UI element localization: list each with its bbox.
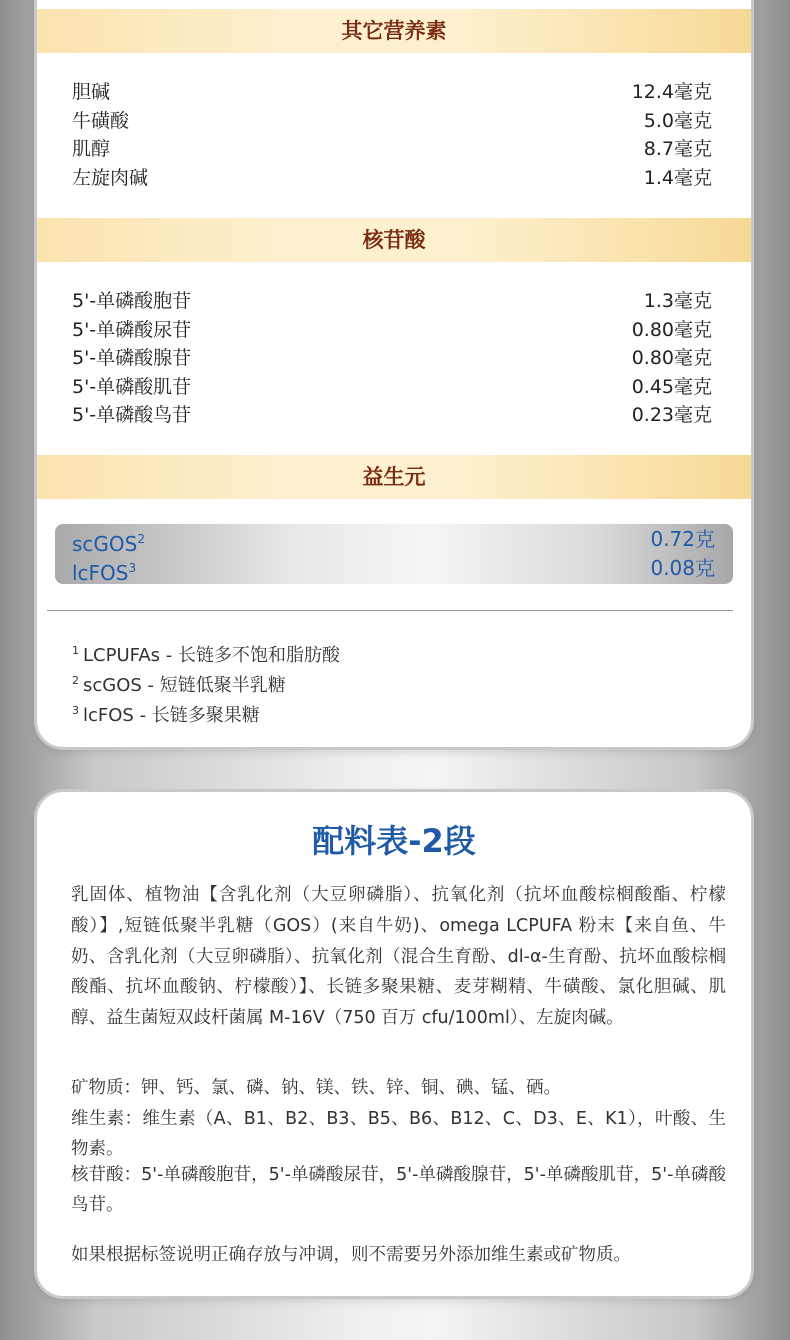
table-row — [72, 554, 715, 585]
table-row — [72, 316, 712, 344]
table-row — [72, 373, 712, 401]
table-row — [72, 344, 712, 372]
nutrient-value: 0.08克 — [650, 556, 715, 580]
table-row — [72, 78, 712, 106]
nutrient-name: 肌醇 — [72, 138, 111, 160]
table-row — [72, 525, 715, 556]
section-header-nucleotides: 核苷酸 — [37, 218, 751, 262]
nutrient-value: 12.4毫克 — [631, 81, 712, 103]
nutrition-card — [37, 0, 751, 747]
nutrient-value: 0.45毫克 — [631, 376, 712, 398]
table-row — [72, 287, 712, 315]
nutrient-value: 1.3毫克 — [643, 290, 712, 312]
nutrient-value: 0.80毫克 — [631, 319, 712, 341]
nutrient-name: 左旋肉碱 — [72, 167, 149, 189]
nutrient-name: lcFOS$^3$ — [72, 561, 137, 585]
ingredients-vitamins: 维生素：维生素（A、B1、B2、B3、B5、B6、B12、C、D3、E、K1），叶酸、生物素。 — [71, 1109, 726, 1159]
footnote: $^3$ lcFOS - 长链多聚果糖 — [72, 704, 260, 726]
ingredients-nucleotides: 核苷酸：5'-单磷酸胞苷，5'-单磷酸尿苷，5'-单磷酸腺苷，5'-单磷酸肌苷，5'-单磷酸鸟苷。 — [71, 1165, 726, 1215]
ingredients-note: 如果根据标签说明正确存放与冲调，则不需要另外添加维生素或矿物质。 — [71, 1245, 631, 1265]
table-row — [72, 107, 712, 135]
nutrient-name: 5'-单磷酸尿苷 — [72, 319, 192, 341]
section-header-prebiotics: 益生元 — [37, 455, 751, 499]
nutrient-name: 胆碱 — [72, 81, 111, 103]
nutrient-name: 5'-单磷酸腺苷 — [72, 347, 192, 369]
nutrient-name: 牛磺酸 — [72, 110, 130, 132]
nutrient-name: 5'-单磷酸肌苷 — [72, 376, 192, 398]
ingredients-card — [37, 792, 751, 1296]
nutrient-value: 0.80毫克 — [631, 347, 712, 369]
table-row — [72, 135, 712, 163]
table-row — [72, 164, 712, 192]
divider — [47, 610, 733, 611]
nutrient-value: 1.4毫克 — [643, 167, 712, 189]
nutrient-value: 0.23毫克 — [631, 404, 712, 426]
nutrient-value: 8.7毫克 — [643, 138, 712, 160]
nutrient-name: scGOS$^2$ — [72, 532, 145, 556]
footnote: $^2$ scGOS - 短链低聚半乳糖 — [72, 674, 286, 696]
ingredients-minerals: 矿物质：钾、钙、氯、磷、钠、镁、铁、锌、铜、碘、锰、硒。 — [71, 1078, 561, 1098]
footnote: $^1$ LCPUFAs - 长链多不饱和脂肪酸 — [72, 644, 340, 666]
table-row — [72, 401, 712, 429]
nutrient-name: 5'-单磷酸胞苷 — [72, 290, 192, 312]
nutrient-value: 0.72克 — [650, 527, 715, 551]
nutrient-name: 5'-单磷酸鸟苷 — [72, 404, 192, 426]
nutrient-value: 5.0毫克 — [643, 110, 712, 132]
ingredients-title: 配料表-2段 — [312, 822, 476, 860]
section-header-other-nutrients: 其它营养素 — [37, 9, 751, 53]
ingredients-main-text: 乳固体、植物油【含乳化剂（大豆卵磷脂）、抗氧化剂（抗坏血酸棕榈酸酯、柠檬酸）】,短链低聚半乳糖（GOS）(来自牛奶)、omega LCPUFA 粉末【来自鱼、牛奶、含乳化剂（大豆卵磷脂）、抗氧化剂（混合生育酚、dl-α-生育酚、抗坏血酸棕榈酸酯、抗坏血酸钠、柠檬酸）】、长链多聚果糖、麦芽糊精、牛磺酸、氯化胆碱、肌醇、益生菌短双歧杆菌属 M-16V（750 百万 cfu/100ml）、左旋肉碱。 — [71, 885, 726, 1029]
prebiotics-highlight-box — [55, 524, 733, 584]
